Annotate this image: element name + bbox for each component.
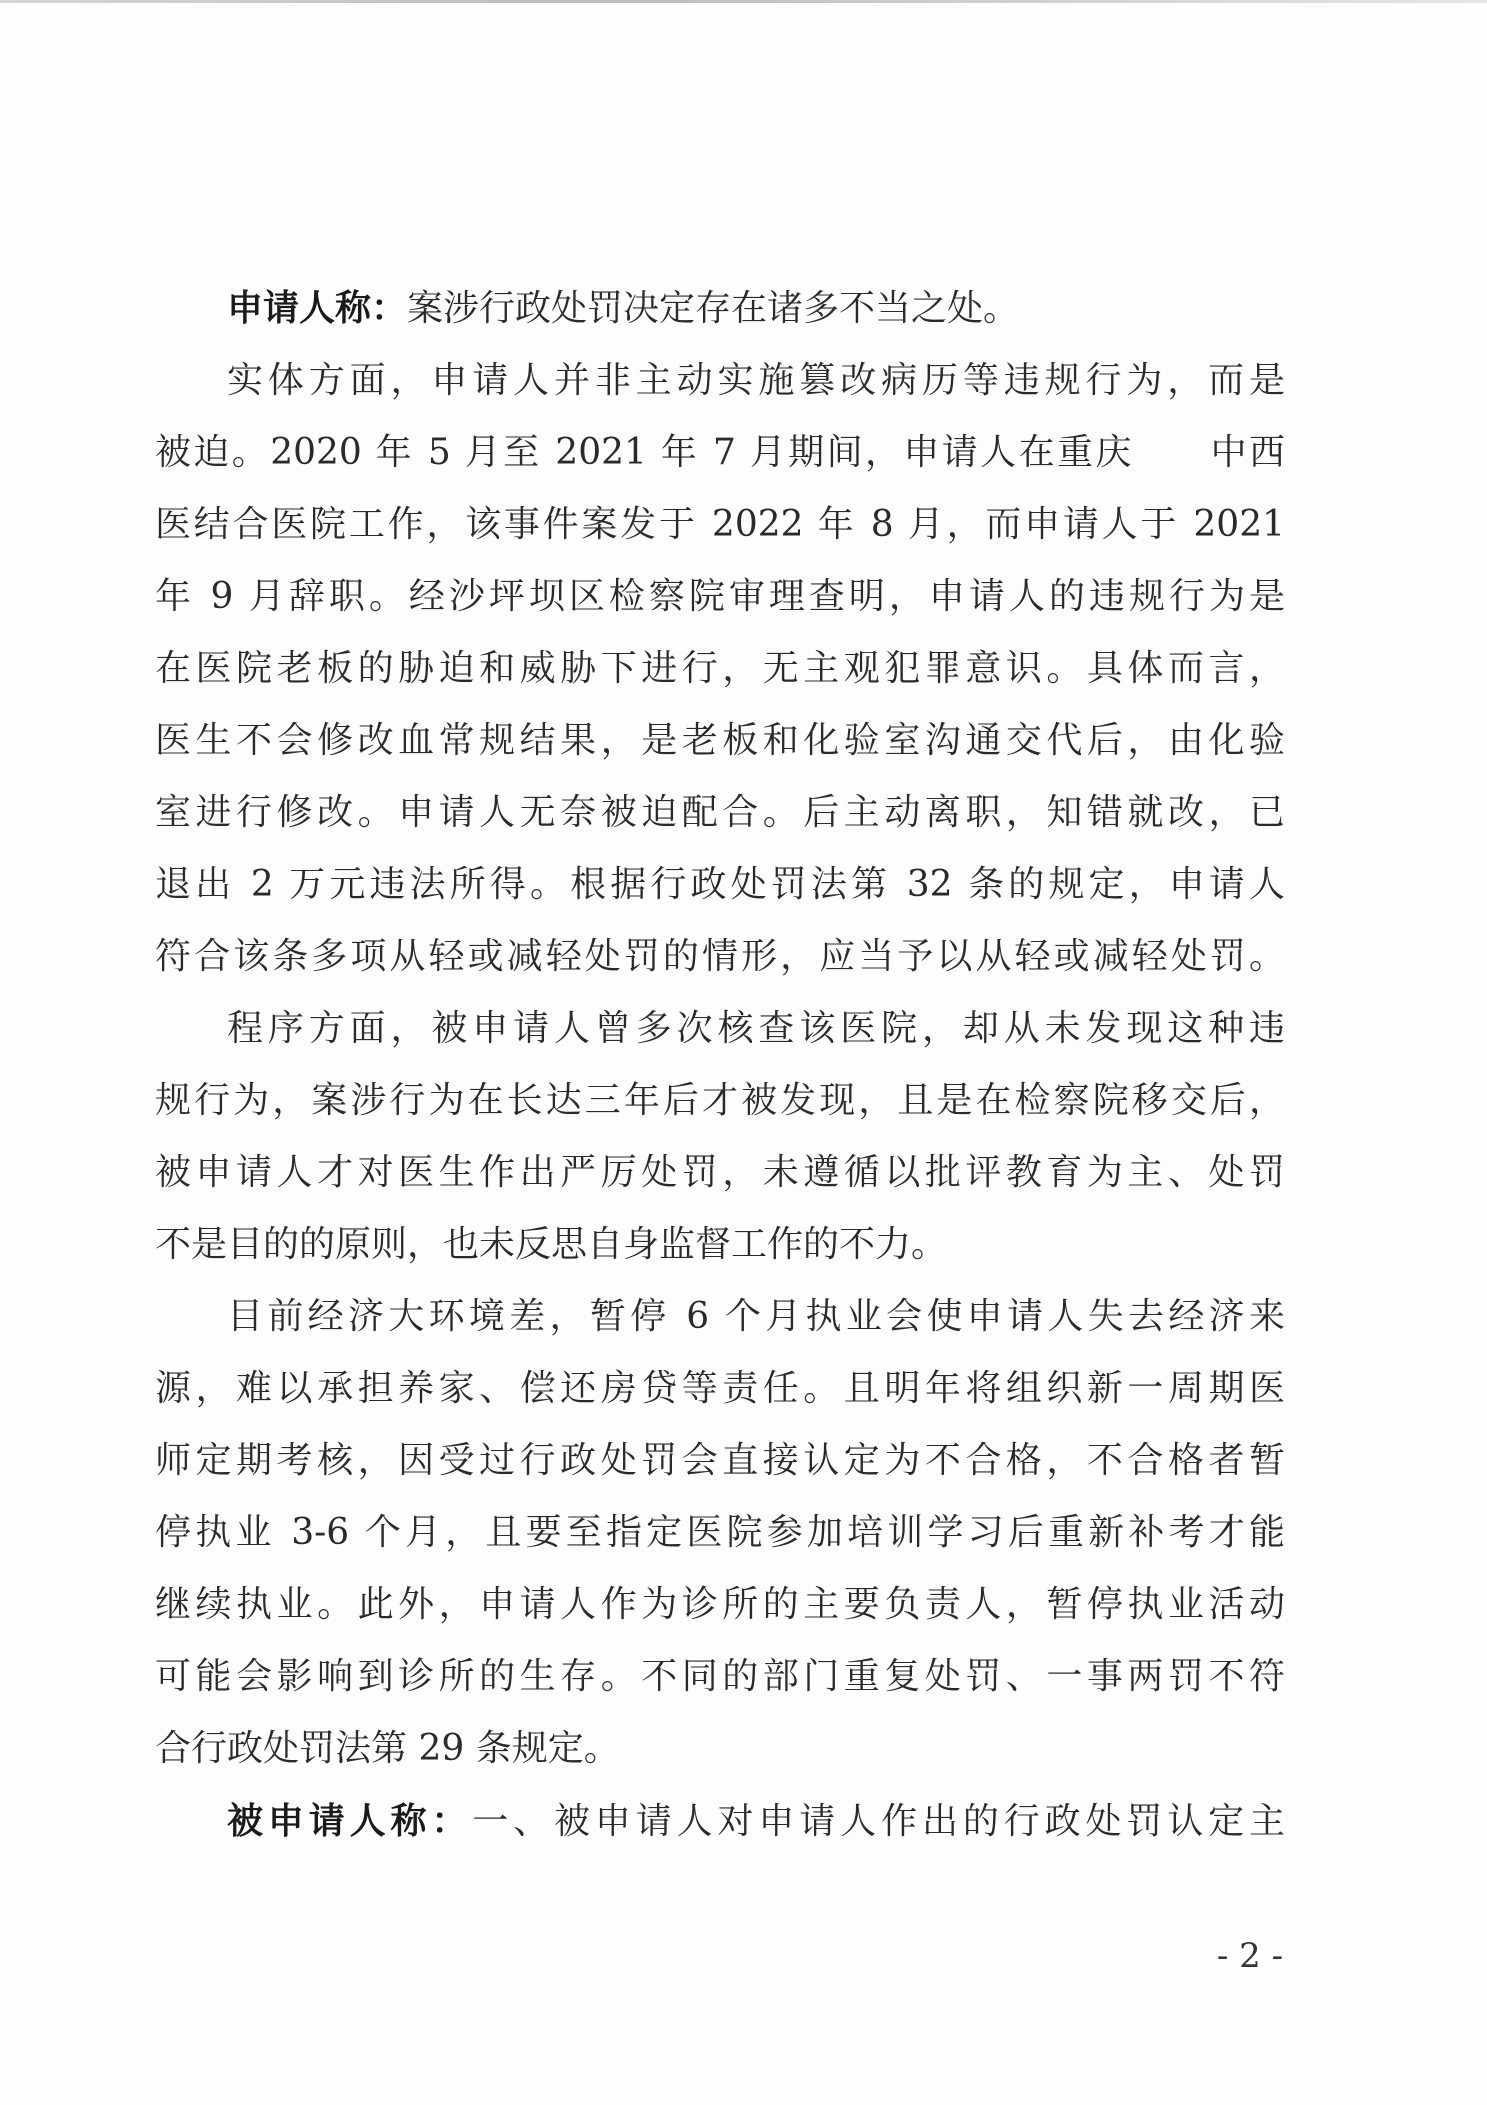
paragraph-applicant-claim [155,272,1285,345]
paragraph-line: 医结合医院工作，该事件案发于 2022 年 8 月，而申请人于 2021 [155,504,1285,545]
paragraph-line: 源，难以承担养家、偿还房贷等责任。且明年将组织新一周期医 [155,1368,1285,1409]
paragraph-line: 实体方面，申请人并非主动实施篡改病历等违规行为，而是 [227,360,1285,401]
paragraph-line: 被申请人才对医生作出严厉处罚，未遵循以批评教育为主、处罚 [155,1152,1285,1193]
paragraph-line: 目前经济大环境差，暂停 6 个月执业会使申请人失去经济来 [227,1296,1285,1337]
paragraph-economic [155,1281,1285,1785]
paragraph-line: 可能会影响到诊所的生存。不同的部门重复处罚、一事两罚不符 [155,1656,1285,1697]
document-body [155,272,1285,1858]
paragraph-line: 继续执业。此外，申请人作为诊所的主要负责人，暂停执业活动 [155,1584,1285,1625]
paragraph-label: 申请人称： [227,287,408,329]
paragraph-line: 停执业 3-6 个月，且要至指定医院参加培训学习后重新补考才能 [155,1512,1285,1553]
paragraph-line: 案涉行政处罚决定存在诸多不当之处。 [407,288,1020,329]
paragraph-line: 在医院老板的胁迫和威胁下进行，无主观犯罪意识。具体而言， [155,648,1285,689]
paragraph-line: 符合该条多项从轻或减轻处罚的情形，应当予以从轻或减轻处罚。 [155,936,1285,977]
paragraph-substantive [155,345,1285,993]
paragraph-line: 师定期考核，因受过行政处罚会直接认定为不合格，不合格者暂 [155,1440,1285,1481]
paragraph-line: 规行为，案涉行为在长达三年后才被发现，且是在检察院移交后， [155,1080,1285,1121]
paragraph-procedural [155,993,1285,1281]
paragraph-respondent-claim [155,1785,1285,1858]
scan-edge-line [0,0,1487,3]
paragraph-line: 一、被申请人对申请人作出的行政处罚认定主 [472,1801,1285,1842]
paragraph-line: 退出 2 万元违法所得。根据行政处罚法第 32 条的规定，申请人 [155,864,1285,905]
paragraph-line: 不是目的的原则，也未反思自身监督工作的不力。 [155,1224,948,1265]
paragraph-line: 医生不会修改血常规结果，是老板和化验室沟通交代后，由化验 [155,720,1285,761]
paragraph-line: 被迫。2020 年 5 月至 2021 年 7 月期间，申请人在重庆 中西 [155,432,1285,473]
paragraph-line: 年 9 月辞职。经沙坪坝区检察院审理查明，申请人的违规行为是 [155,576,1285,617]
paragraph-line: 合行政处罚法第 29 条规定。 [155,1728,620,1769]
page-number: - 2 - [1216,1936,1284,1976]
paragraph-label: 被申请人称： [227,1800,473,1842]
paragraph-line: 程序方面，被申请人曾多次核查该医院，却从未发现这种违 [227,1008,1285,1049]
paragraph-line: 室进行修改。申请人无奈被迫配合。后主动离职，知错就改，已 [155,792,1285,833]
